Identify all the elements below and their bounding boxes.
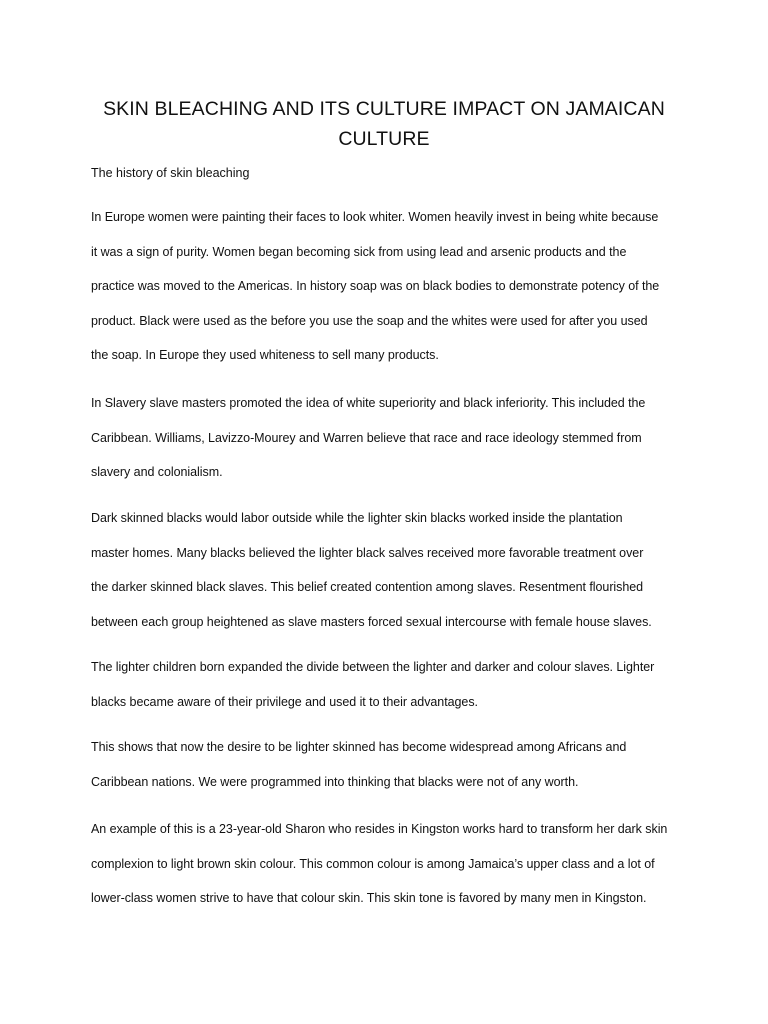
title-line-2: CULTURE (338, 128, 430, 150)
section-subheading: The history of skin bleaching (91, 166, 250, 180)
paragraph-slavery (91, 386, 691, 490)
paragraph-line: This shows that now the desire to be lighter skinned has become widespread among Africans and (91, 740, 627, 754)
paragraph-dark-skinned (91, 501, 691, 639)
paragraph-line: it was a sign of purity. Women began becoming sick from using lead and arsenic products and the (91, 244, 627, 259)
paragraph-line: product. Black were used as the before you use the soap and the whites were used for after you used (91, 313, 648, 328)
paragraph-line: between each group heightened as slave masters forced sexual intercourse with female house slaves. (91, 614, 652, 629)
paragraph-desire (91, 730, 691, 799)
paragraph-europe (91, 200, 691, 373)
paragraph-line: The lighter children born expanded the divide between the lighter and darker and colour slaves. Lighter (91, 660, 655, 674)
paragraph-line: lower-class women strive to have that colour skin. This skin tone is favored by many men in Kingston. (91, 891, 647, 906)
paragraph-line: slavery and colonialism. (91, 465, 223, 480)
paragraph-line: the darker skinned black slaves. This belief created contention among slaves. Resentment flourished (91, 580, 644, 595)
paragraph-line: blacks became aware of their privilege and used it to their advantages. (91, 694, 478, 709)
paragraph-line: Dark skinned blacks would labor outside while the lighter skin blacks worked inside the plantation (91, 511, 623, 525)
paragraph-line: Caribbean. Williams, Lavizzo-Mourey and Warren believe that race and race ideology stemmed from (91, 430, 642, 445)
paragraph-line: In Slavery slave masters promoted the idea of white superiority and black inferiority. This included the (91, 396, 646, 410)
paragraph-line: An example of this is a 23-year-old Sharon who resides in Kingston works hard to transform her dark skin (91, 822, 668, 836)
paragraph-line: the soap. In Europe they used whiteness to sell many products. (91, 348, 439, 363)
paragraph-line: master homes. Many blacks believed the lighter black salves received more favorable treatment over (91, 545, 644, 560)
paragraph-line: Caribbean nations. We were programmed into thinking that blacks were not of any worth. (91, 774, 579, 789)
title-line-1: SKIN BLEACHING AND ITS CULTURE IMPACT ON JAMAICAN (103, 98, 665, 120)
paragraph-lighter-children (91, 650, 691, 719)
document-title (90, 94, 678, 154)
paragraph-example (91, 812, 691, 916)
paragraph-line: complexion to light brown skin colour. This common colour is among Jamaica’s upper class and a lot of (91, 856, 655, 871)
paragraph-line: practice was moved to the Americas. In history soap was on black bodies to demonstrate potency of the (91, 279, 660, 294)
paragraph-line: In Europe women were painting their faces to look whiter. Women heavily invest in being white because (91, 210, 659, 224)
